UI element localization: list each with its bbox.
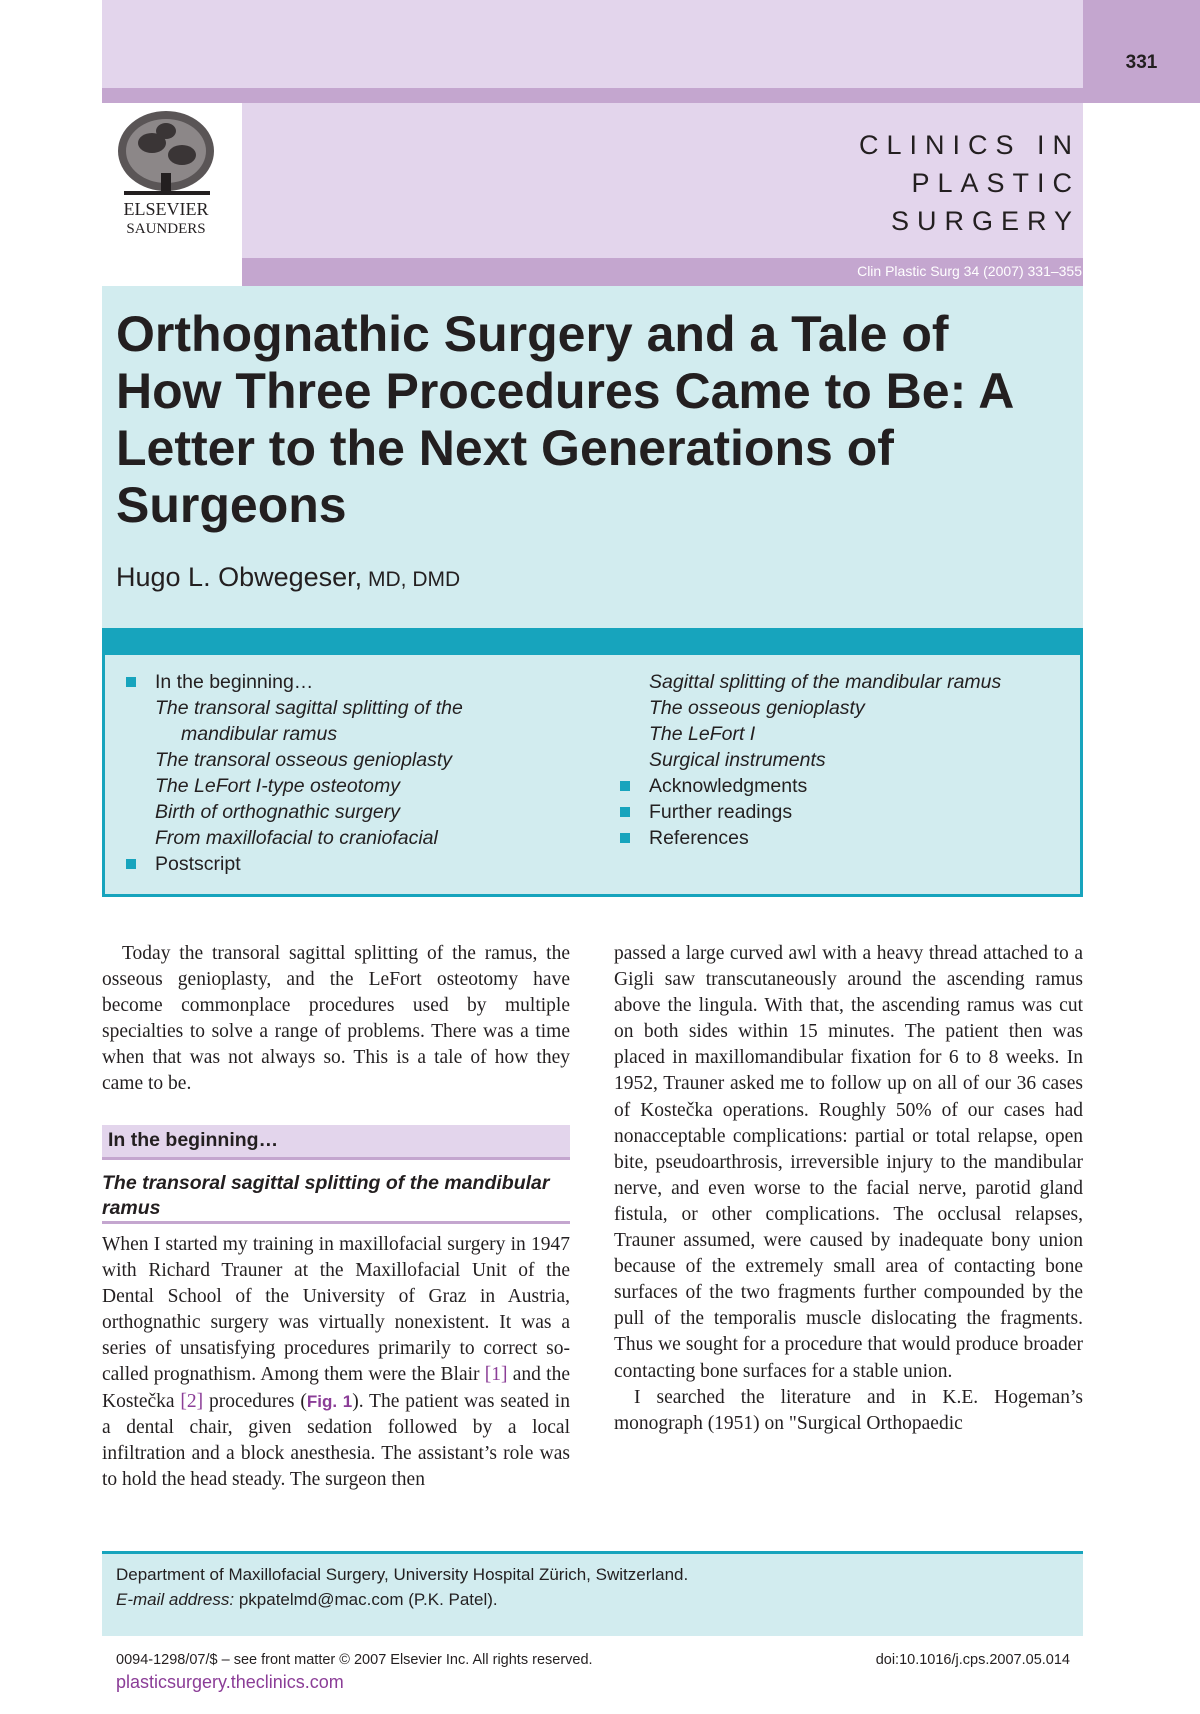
- toc-item-label: The LeFort I: [649, 723, 756, 745]
- toc-item[interactable]: [617, 721, 1001, 747]
- toc-item[interactable]: [123, 851, 463, 877]
- journal-citation: Clin Plastic Surg 34 (2007) 331–355: [857, 263, 1082, 279]
- toc-item[interactable]: [123, 695, 463, 721]
- toc-item-label: Birth of orthognathic surgery: [155, 801, 400, 823]
- email-label: E-mail address:: [116, 1590, 235, 1609]
- publisher-logo: [102, 103, 242, 258]
- copyright-line: 0094-1298/07/$ – see front matter © 2007 Elsevier Inc. All rights reserved.: [116, 1652, 593, 1668]
- body-left-column: [102, 941, 570, 1098]
- page-number-tab: [1083, 0, 1200, 88]
- toc-item[interactable]: [123, 825, 463, 851]
- email-address[interactable]: pkpatelmd@mac.com (P.K. Patel).: [234, 1590, 498, 1609]
- toc-item-label: The osseous genioplasty: [649, 697, 865, 719]
- toc-item[interactable]: [617, 747, 1001, 773]
- intro-paragraph: Today the transoral sagittal splitting of the ramus, the osseous genioplasty, and the LeFort osteotomy have become commonplace procedures used by multiple specialties to solve a range of problems. There was a time when that was not always so. This is a tale of how they came to be.: [102, 943, 570, 1095]
- toc-item[interactable]: [617, 825, 1001, 851]
- reference-link-2[interactable]: [2]: [180, 1390, 204, 1412]
- toc-item-label: The transoral osseous genioplasty: [155, 749, 453, 771]
- toc-item[interactable]: [123, 799, 463, 825]
- author-line: [116, 562, 460, 593]
- email-line: [116, 1590, 498, 1610]
- subsection-heading: The transoral sagittal splitting of the mandibular ramus: [102, 1171, 570, 1224]
- toc-item[interactable]: [617, 773, 1001, 799]
- bullet-square-icon: [620, 833, 630, 843]
- logo-wordmark-elsevier: ELSEVIER: [123, 199, 209, 219]
- toc-item-label: From maxillofacial to craniofacial: [155, 827, 438, 849]
- toc-item-label: Surgical instruments: [649, 749, 826, 771]
- section-heading-text: In the beginning…: [108, 1129, 279, 1151]
- toc-strip: [102, 628, 1083, 655]
- table-of-contents: [102, 655, 1083, 897]
- toc-item[interactable]: [617, 799, 1001, 825]
- paragraph: I searched the literature and in K.E. Hogeman’s monograph (1951) on "Surgical Orthopaedic: [614, 1386, 1083, 1434]
- toc-item[interactable]: [617, 669, 1001, 695]
- journal-name-line: CLINICS IN: [858, 130, 1080, 160]
- toc-item[interactable]: [617, 695, 1001, 721]
- toc-item-label: Further readings: [649, 801, 793, 823]
- toc-item[interactable]: [123, 721, 463, 747]
- journal-name: [859, 126, 1080, 240]
- paragraph: passed a large curved awl with a heavy thread attached to a Gigli saw transcutaneously around the ascending ramus above the lingula. With that, the ascending ramus was cut on both sides within 15 minutes. The patient then was placed in maxillomandibular fixation for 6 to 8 weeks. In 1952, Trauner asked me to follow up on all of our 36 cases of Kostečka operations. Roughly 50% of our cases had nonacceptable complications: partial or total relapse, open bite, pseudoarthrosis, irreversible injury to the mandibular nerve, and even worse to the facial nerve, parotid gland fistula, or other complications. The occlusal relapses, Trauner assumed, were caused by inadequate bony union because of the extremely small area of contacting bone surfaces of the two fragments further compounded by the pull of the temporalis muscle dislocating the fragments. Thus we sought for a procedure that would produce broader contacting bone surfaces for a stable union.: [614, 943, 1083, 1382]
- toc-item-label: mandibular ramus: [181, 723, 338, 745]
- toc-right-column: [617, 669, 1001, 851]
- toc-item-label: Postscript: [155, 853, 241, 875]
- bullet-square-icon: [620, 781, 630, 791]
- author-name: Hugo L. Obwegeser,: [116, 562, 363, 592]
- page-number: 331: [1125, 52, 1158, 73]
- elsevier-tree-icon: [102, 103, 242, 258]
- toc-item-label: In the beginning…: [155, 671, 314, 693]
- header-rule: [102, 88, 1200, 103]
- logo-wordmark-saunders: SAUNDERS: [126, 221, 206, 237]
- journal-website-link[interactable]: plasticsurgery.theclinics.com: [116, 1672, 344, 1692]
- toc-item-label: The LeFort I-type osteotomy: [155, 775, 400, 797]
- paragraph: [102, 1232, 570, 1493]
- reference-link-1[interactable]: [1]: [484, 1364, 508, 1386]
- paragraph-text: ). The patient was seated in a dental chair, given sedation followed by a local infiltration and a block anesthesia. The assistant’s role was to hold the head steady. The surgeon then: [102, 1390, 570, 1490]
- section-heading: [102, 1125, 570, 1160]
- toc-left-column: [123, 669, 463, 877]
- author-degrees: MD, DMD: [362, 568, 461, 591]
- article-title: Orthognathic Surgery and a Tale of How Three Procedures Came to Be: A Letter to the Next Generations of Surgeons: [116, 306, 1013, 533]
- bullet-square-icon: [126, 677, 136, 687]
- body-right-column: [614, 941, 1083, 1437]
- paragraph-text: and the Kostečka: [102, 1364, 571, 1412]
- paragraph-text: When I started my training in maxillofacial surgery in 1947 with Richard Trauner at the Maxillofacial Unit of the Dental School of the University of Graz in Austria, orthognathic surgery was virtually nonexistent. It was a series of unsatisfying procedures primarily to correct so-called prognathism. Among them were the Blair: [102, 1234, 570, 1386]
- journal-name-line: PLASTIC: [911, 168, 1080, 198]
- toc-item[interactable]: [123, 773, 463, 799]
- toc-item-label: Acknowledgments: [649, 775, 808, 797]
- toc-item-label: References: [649, 827, 749, 849]
- figure-link-1[interactable]: Fig. 1: [306, 1391, 353, 1411]
- toc-item[interactable]: [123, 747, 463, 773]
- bullet-square-icon: [126, 859, 136, 869]
- doi[interactable]: doi:10.1016/j.cps.2007.05.014: [875, 1652, 1070, 1668]
- toc-item-label: Sagittal splitting of the mandibular ramus: [649, 671, 1002, 693]
- body-left-paragraph: [102, 1232, 570, 1493]
- toc-item[interactable]: [123, 669, 463, 695]
- toc-item-label: The transoral sagittal splitting of the: [155, 697, 463, 719]
- paragraph-text: procedures (: [203, 1390, 307, 1412]
- bullet-square-icon: [620, 807, 630, 817]
- header-band: [102, 0, 1083, 88]
- journal-name-line: SURGERY: [890, 206, 1080, 236]
- author-affiliation: Department of Maxillofacial Surgery, University Hospital Zürich, Switzerland.: [116, 1565, 689, 1584]
